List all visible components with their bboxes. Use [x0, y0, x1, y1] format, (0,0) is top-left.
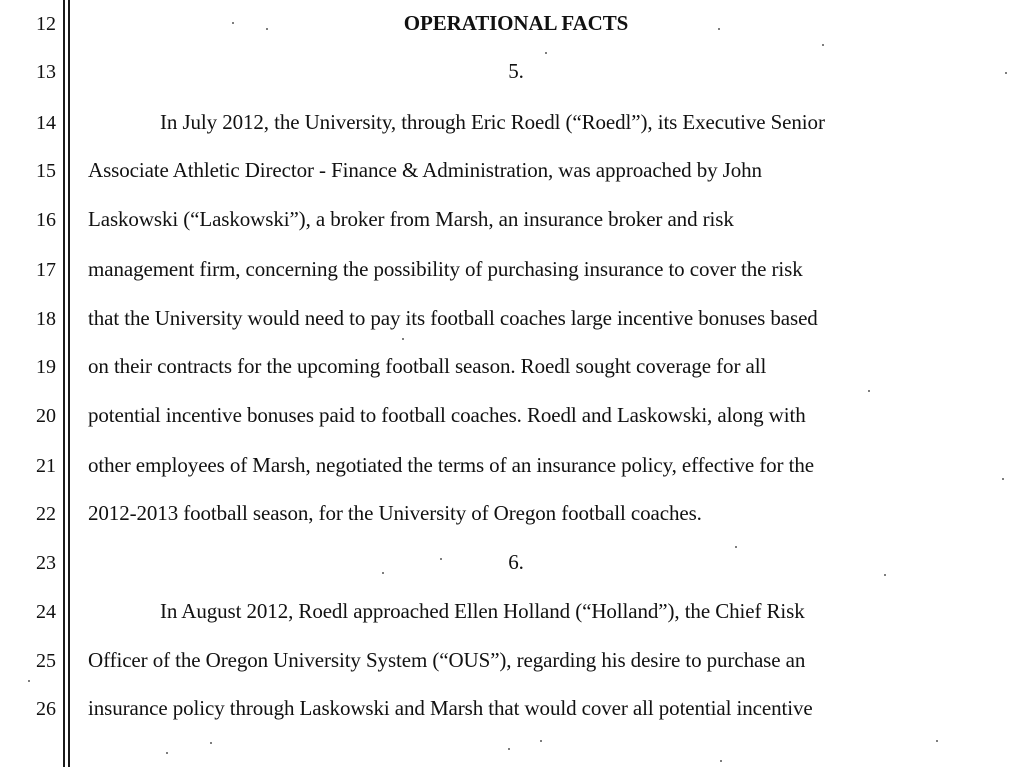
scan-speck — [720, 760, 722, 762]
scan-speck — [508, 748, 510, 750]
line-number: 18 — [36, 308, 56, 330]
line-number: 13 — [36, 61, 56, 83]
line-number: 23 — [36, 552, 56, 574]
text-line: 2012-2013 football season, for the University of Oregon football coaches. — [88, 501, 702, 525]
line-number: 12 — [36, 13, 56, 35]
scan-speck — [718, 28, 720, 30]
scan-speck — [822, 44, 824, 46]
line-number: 20 — [36, 405, 56, 427]
line-number: 22 — [36, 503, 56, 525]
scan-speck — [884, 574, 886, 576]
text-line: potential incentive bonuses paid to football coaches. Roedl and Laskowski, along with — [88, 403, 806, 427]
section-heading: OPERATIONAL FACTS — [403, 11, 629, 35]
line-number: 26 — [36, 698, 56, 720]
scan-speck — [266, 28, 268, 30]
paragraph-number: 5. — [508, 59, 524, 83]
scan-speck — [735, 546, 737, 548]
text-line: on their contracts for the upcoming football season. Roedl sought coverage for all — [88, 354, 767, 378]
scan-speck — [210, 742, 212, 744]
scan-speck — [545, 52, 547, 54]
paragraph-number: 6. — [508, 550, 524, 574]
scan-speck — [1002, 478, 1004, 480]
text-line: insurance policy through Laskowski and Marsh that would cover all potential incentive — [88, 696, 813, 720]
text-line: that the University would need to pay its football coaches large incentive bonuses based — [88, 306, 818, 330]
scan-speck — [402, 338, 404, 340]
scan-speck — [166, 752, 168, 754]
text-line: Laskowski (“Laskowski”), a broker from Marsh, an insurance broker and risk — [88, 207, 734, 231]
line-number: 24 — [36, 601, 56, 623]
scan-speck — [540, 740, 542, 742]
text-line: other employees of Marsh, negotiated the terms of an insurance policy, effective for the — [88, 453, 814, 477]
scan-speck — [868, 390, 870, 392]
scan-speck — [232, 22, 234, 24]
line-number: 15 — [36, 160, 56, 182]
scan-speck — [1005, 72, 1007, 74]
text-line: Officer of the Oregon University System (“OUS”), regarding his desire to purchase an — [88, 648, 806, 672]
line-number: 17 — [36, 259, 56, 281]
scan-speck — [382, 572, 384, 574]
line-number: 21 — [36, 455, 56, 477]
line-number: 19 — [36, 356, 56, 378]
text-line: In August 2012, Roedl approached Ellen Holland (“Holland”), the Chief Risk — [160, 599, 805, 623]
scan-speck — [440, 558, 442, 560]
line-number: 25 — [36, 650, 56, 672]
line-number: 14 — [36, 112, 56, 134]
text-line: management firm, concerning the possibility of purchasing insurance to cover the risk — [88, 257, 803, 281]
text-line: In July 2012, the University, through Eric Roedl (“Roedl”), its Executive Senior — [160, 110, 825, 134]
margin-rule-right — [68, 0, 70, 767]
margin-rule-left — [63, 0, 65, 767]
scan-speck — [936, 740, 938, 742]
text-line: Associate Athletic Director - Finance & Administration, was approached by John — [88, 158, 762, 182]
line-number: 16 — [36, 209, 56, 231]
scan-speck — [28, 680, 30, 682]
